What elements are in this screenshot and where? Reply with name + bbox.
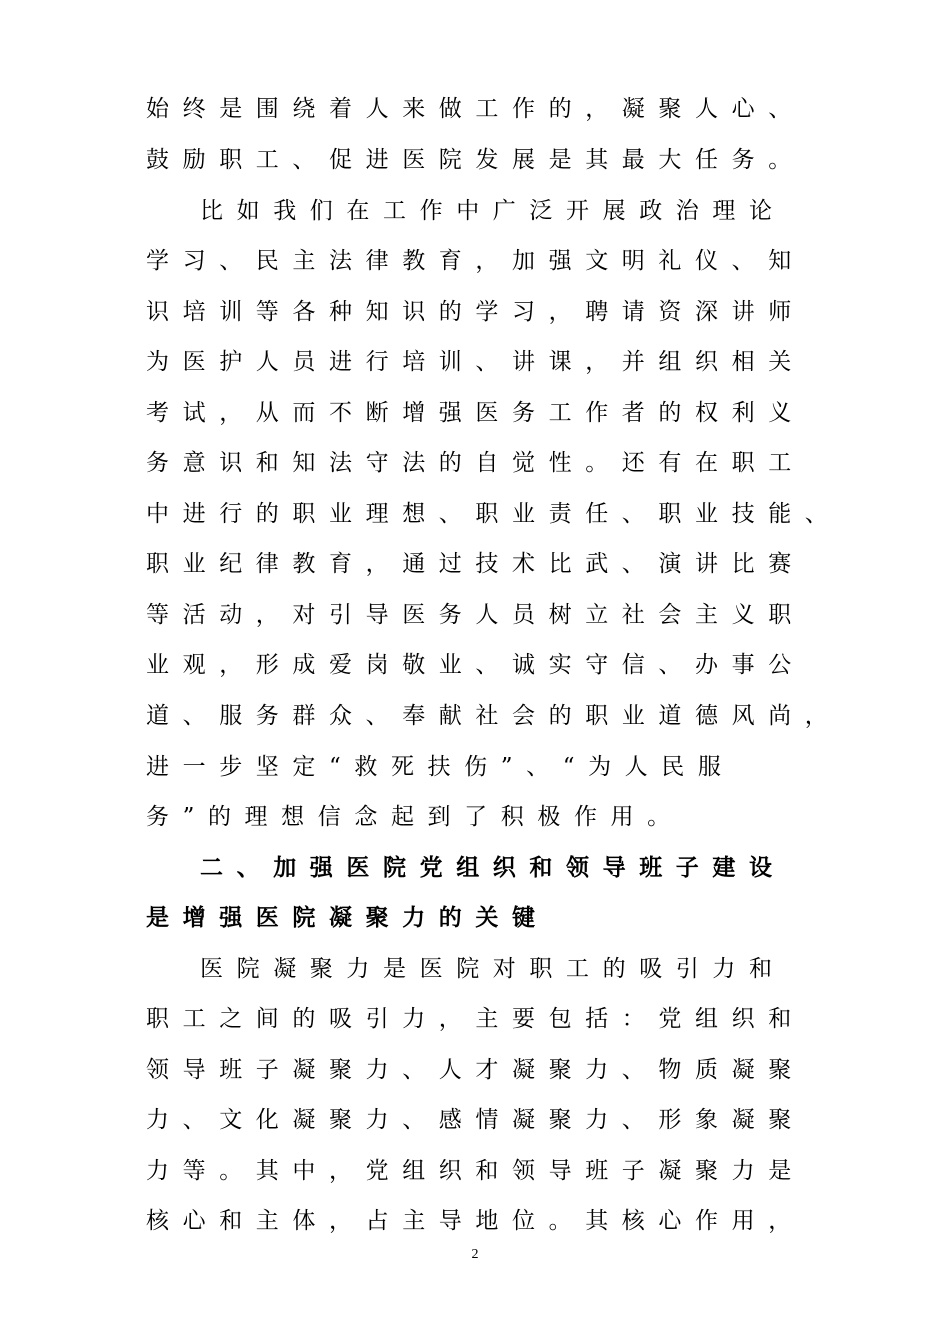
text-line: 业观，形成爱岗敬业、诚实守信、办事公 (146, 652, 805, 678)
text-line: 务意识和知法守法的自觉性。还有在职工 (146, 450, 805, 476)
text-line: 务”的理想信念起到了积极作用。 (146, 804, 684, 830)
text-line: 学习、民主法律教育，加强文明礼仪、知 (146, 248, 805, 274)
text-line: 为医护人员进行培训、讲课，并组织相关 (146, 349, 805, 375)
text-line: 领导班子凝聚力、人才凝聚力、物质凝聚 (146, 1057, 805, 1083)
section-heading: 是增强医院凝聚力的关键 (146, 905, 549, 931)
text-line: 职工之间的吸引力，主要包括：党组织和 (146, 1006, 805, 1032)
text-line: 力、文化凝聚力、感情凝聚力、形象凝聚 (146, 1107, 805, 1133)
text-line: 中进行的职业理想、职业责任、职业技能、 (146, 501, 842, 527)
text-line: 等活动，对引导医务人员树立社会主义职 (146, 602, 805, 628)
text-line: 识培训等各种知识的学习，聘请资深讲师 (146, 299, 805, 325)
text-line: 力等。其中，党组织和领导班子凝聚力是 (146, 1158, 805, 1184)
text-line: 职业纪律教育，通过技术比武、演讲比赛 (146, 551, 805, 577)
text-line: 鼓励职工、促进医院发展是其最大任务。 (146, 147, 805, 173)
text-line: 核心和主体，占主导地位。其核心作用， (146, 1208, 805, 1234)
text-line: 始终是围绕着人来做工作的，凝聚人心、 (146, 96, 805, 122)
text-line: 考试，从而不断增强医务工作者的权利义 (146, 400, 805, 426)
text-line: 道、服务群众、奉献社会的职业道德风尚， (146, 703, 842, 729)
section-heading: 二、加强医院党组织和领导班子建设 (200, 855, 786, 881)
page-number: 2 (471, 1247, 479, 1262)
text-line: 医院凝聚力是医院对职工的吸引力和 (200, 956, 786, 982)
text-line: 比如我们在工作中广泛开展政治理论 (200, 198, 786, 224)
text-line: 进一步坚定“救死扶伤”、“为人民服 (146, 754, 735, 780)
